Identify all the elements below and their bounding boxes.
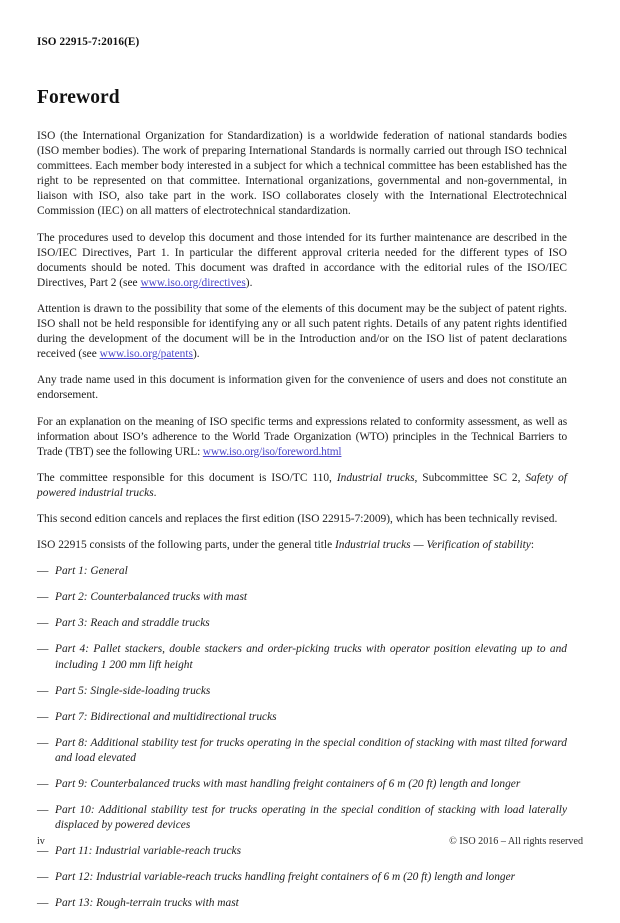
paragraph-conformity-text: For an explanation on the meaning of ISO specific terms and expressions related to conformity assessment, as well as information about ISO’s adherence to the World Trade Organization (WTO) principles in the Technical Barriers to Trade (TBT) see the following URL: bbox=[37, 415, 567, 458]
page-title: Foreword bbox=[37, 87, 120, 108]
list-item-label: Part 10: Additional stability test for trucks operating in the special condition of stacking with load laterally displaced by powered devices bbox=[55, 804, 567, 832]
list-item bbox=[37, 803, 567, 833]
list-item-label: Part 3: Reach and straddle trucks bbox=[55, 617, 210, 630]
paragraph-trade-name: Any trade name used in this document is information given for the convenience of users and does not constitute an endorsement. bbox=[37, 374, 567, 402]
em-dash-bullet: — bbox=[37, 871, 49, 884]
em-dash-bullet: — bbox=[37, 778, 49, 790]
parts-intro-text-after: : bbox=[530, 539, 535, 552]
paragraph-committee-text-after: . bbox=[153, 486, 157, 499]
paragraph-procedures-text-before: The procedures used to develop this document and those intended for its further maintenance are described in the ISO/IEC Directives, Part 1. In particular the different approval criteria needed for the different types of ISO documents should be noted. This document was drafted in accordance with the editorial rules of the ISO/IEC Directives, Part 2 (see bbox=[37, 231, 567, 289]
list-item bbox=[37, 616, 567, 631]
paragraph-second-edition: This second edition cancels and replaces the first edition (ISO 22915-7:2009), which has been technically revised. bbox=[37, 512, 558, 525]
list-item bbox=[37, 710, 567, 725]
paragraph-procedures-text-after: ). bbox=[245, 276, 253, 289]
paragraph-procedures bbox=[37, 231, 567, 291]
paragraph-patent-text-after: ). bbox=[192, 348, 200, 361]
paragraph-patent-rights bbox=[37, 302, 567, 362]
paragraph-committee bbox=[37, 471, 567, 501]
page-footer bbox=[37, 836, 583, 847]
list-item-label: Part 4: Pallet stackers, double stackers and order-picking trucks with operator position elevating up to and including 1 200 mm lift height bbox=[55, 643, 567, 671]
list-item bbox=[37, 564, 567, 579]
em-dash-bullet: — bbox=[37, 710, 49, 723]
paragraph-conformity-assessment bbox=[37, 415, 567, 460]
list-item bbox=[37, 736, 567, 766]
footer-copyright: © ISO 2016 – All rights reserved bbox=[449, 836, 583, 847]
foreword-body bbox=[37, 129, 567, 912]
list-item-label: Part 11: Industrial variable-reach trucks bbox=[55, 845, 242, 858]
subcommittee-title-safety: Safety of powered industrial trucks bbox=[37, 471, 567, 499]
paragraph-patent-text-before: Attention is drawn to the possibility that some of the elements of this document may be the subject of patent rights. ISO shall not be held responsible for identifying any or all such patent rights. Details of any patent rights identified during the development of the document will be in the Introduction and/or on the ISO list of patent declarations received (see bbox=[37, 302, 567, 361]
page-content bbox=[37, 0, 567, 923]
list-item-label: Part 1: General bbox=[55, 565, 128, 578]
document-header-standard-number: ISO 22915-7:2016(E) bbox=[37, 36, 140, 48]
list-item bbox=[37, 870, 567, 885]
em-dash-bullet: — bbox=[37, 591, 49, 604]
list-item bbox=[37, 896, 567, 911]
list-item-label: Part 2: Counterbalanced trucks with mast bbox=[55, 591, 248, 604]
em-dash-bullet: — bbox=[37, 736, 49, 749]
list-item-label: Part 12: Industrial variable-reach trucks handling freight containers of 6 m (20 ft) length and longer bbox=[55, 871, 516, 884]
paragraph-parts-intro bbox=[37, 538, 567, 553]
parts-list bbox=[37, 564, 567, 911]
link-iso-foreword[interactable]: www.iso.org/iso/foreword.html bbox=[202, 445, 342, 458]
list-item-label: Part 5: Single-side-loading trucks bbox=[55, 684, 211, 697]
list-item-label: Part 7: Bidirectional and multidirectional trucks bbox=[55, 710, 277, 723]
link-iso-directives[interactable]: www.iso.org/directives bbox=[140, 276, 246, 289]
general-title-verification-of-stability: Industrial trucks — Verification of stability bbox=[335, 539, 531, 552]
list-item bbox=[37, 642, 567, 672]
em-dash-bullet: — bbox=[37, 804, 49, 817]
em-dash-bullet: — bbox=[37, 845, 49, 858]
link-iso-patents[interactable]: www.iso.org/patents bbox=[99, 348, 193, 361]
list-item-label: Part 13: Rough-terrain trucks with mast bbox=[55, 897, 239, 910]
em-dash-bullet: — bbox=[37, 565, 49, 578]
em-dash-bullet: — bbox=[37, 643, 49, 656]
list-item bbox=[37, 684, 567, 699]
em-dash-bullet: — bbox=[37, 617, 49, 630]
list-item bbox=[37, 590, 567, 605]
em-dash-bullet: — bbox=[37, 897, 49, 910]
em-dash-bullet: — bbox=[37, 684, 49, 697]
paragraph-committee-text-before: The committee responsible for this document is ISO/TC 110, bbox=[37, 471, 337, 484]
list-item-label: Part 8: Additional stability test for trucks operating in the special condition of stacking with mast tilted forward and load elevated bbox=[55, 736, 567, 764]
list-item bbox=[37, 777, 567, 792]
committee-title-industrial-trucks: Industrial trucks bbox=[336, 471, 415, 484]
parts-intro-text-before: ISO 22915 consists of the following parts, under the general title bbox=[37, 539, 335, 552]
paragraph-committee-text-middle: , Subcommittee SC 2, bbox=[414, 471, 526, 484]
list-item-label: Part 9: Counterbalanced trucks with mast handling freight containers of 6 m (20 ft) length and longer bbox=[55, 778, 521, 790]
footer-page-number: iv bbox=[37, 836, 45, 847]
paragraph-iso-description: ISO (the International Organization for Standardization) is a worldwide federation of national standards bodies (ISO member bodies). The work of preparing International Standards is normally carried out through ISO technical committees. Each member body interested in a subject for which a technical committee has been established has the right to be represented on that committee. International organizations, governmental and non-governmental, in liaison with ISO, also take part in the work. ISO collaborates closely with the International Electrotechnical Commission (IEC) on all matters of electrotechnical standardization. bbox=[37, 130, 567, 218]
